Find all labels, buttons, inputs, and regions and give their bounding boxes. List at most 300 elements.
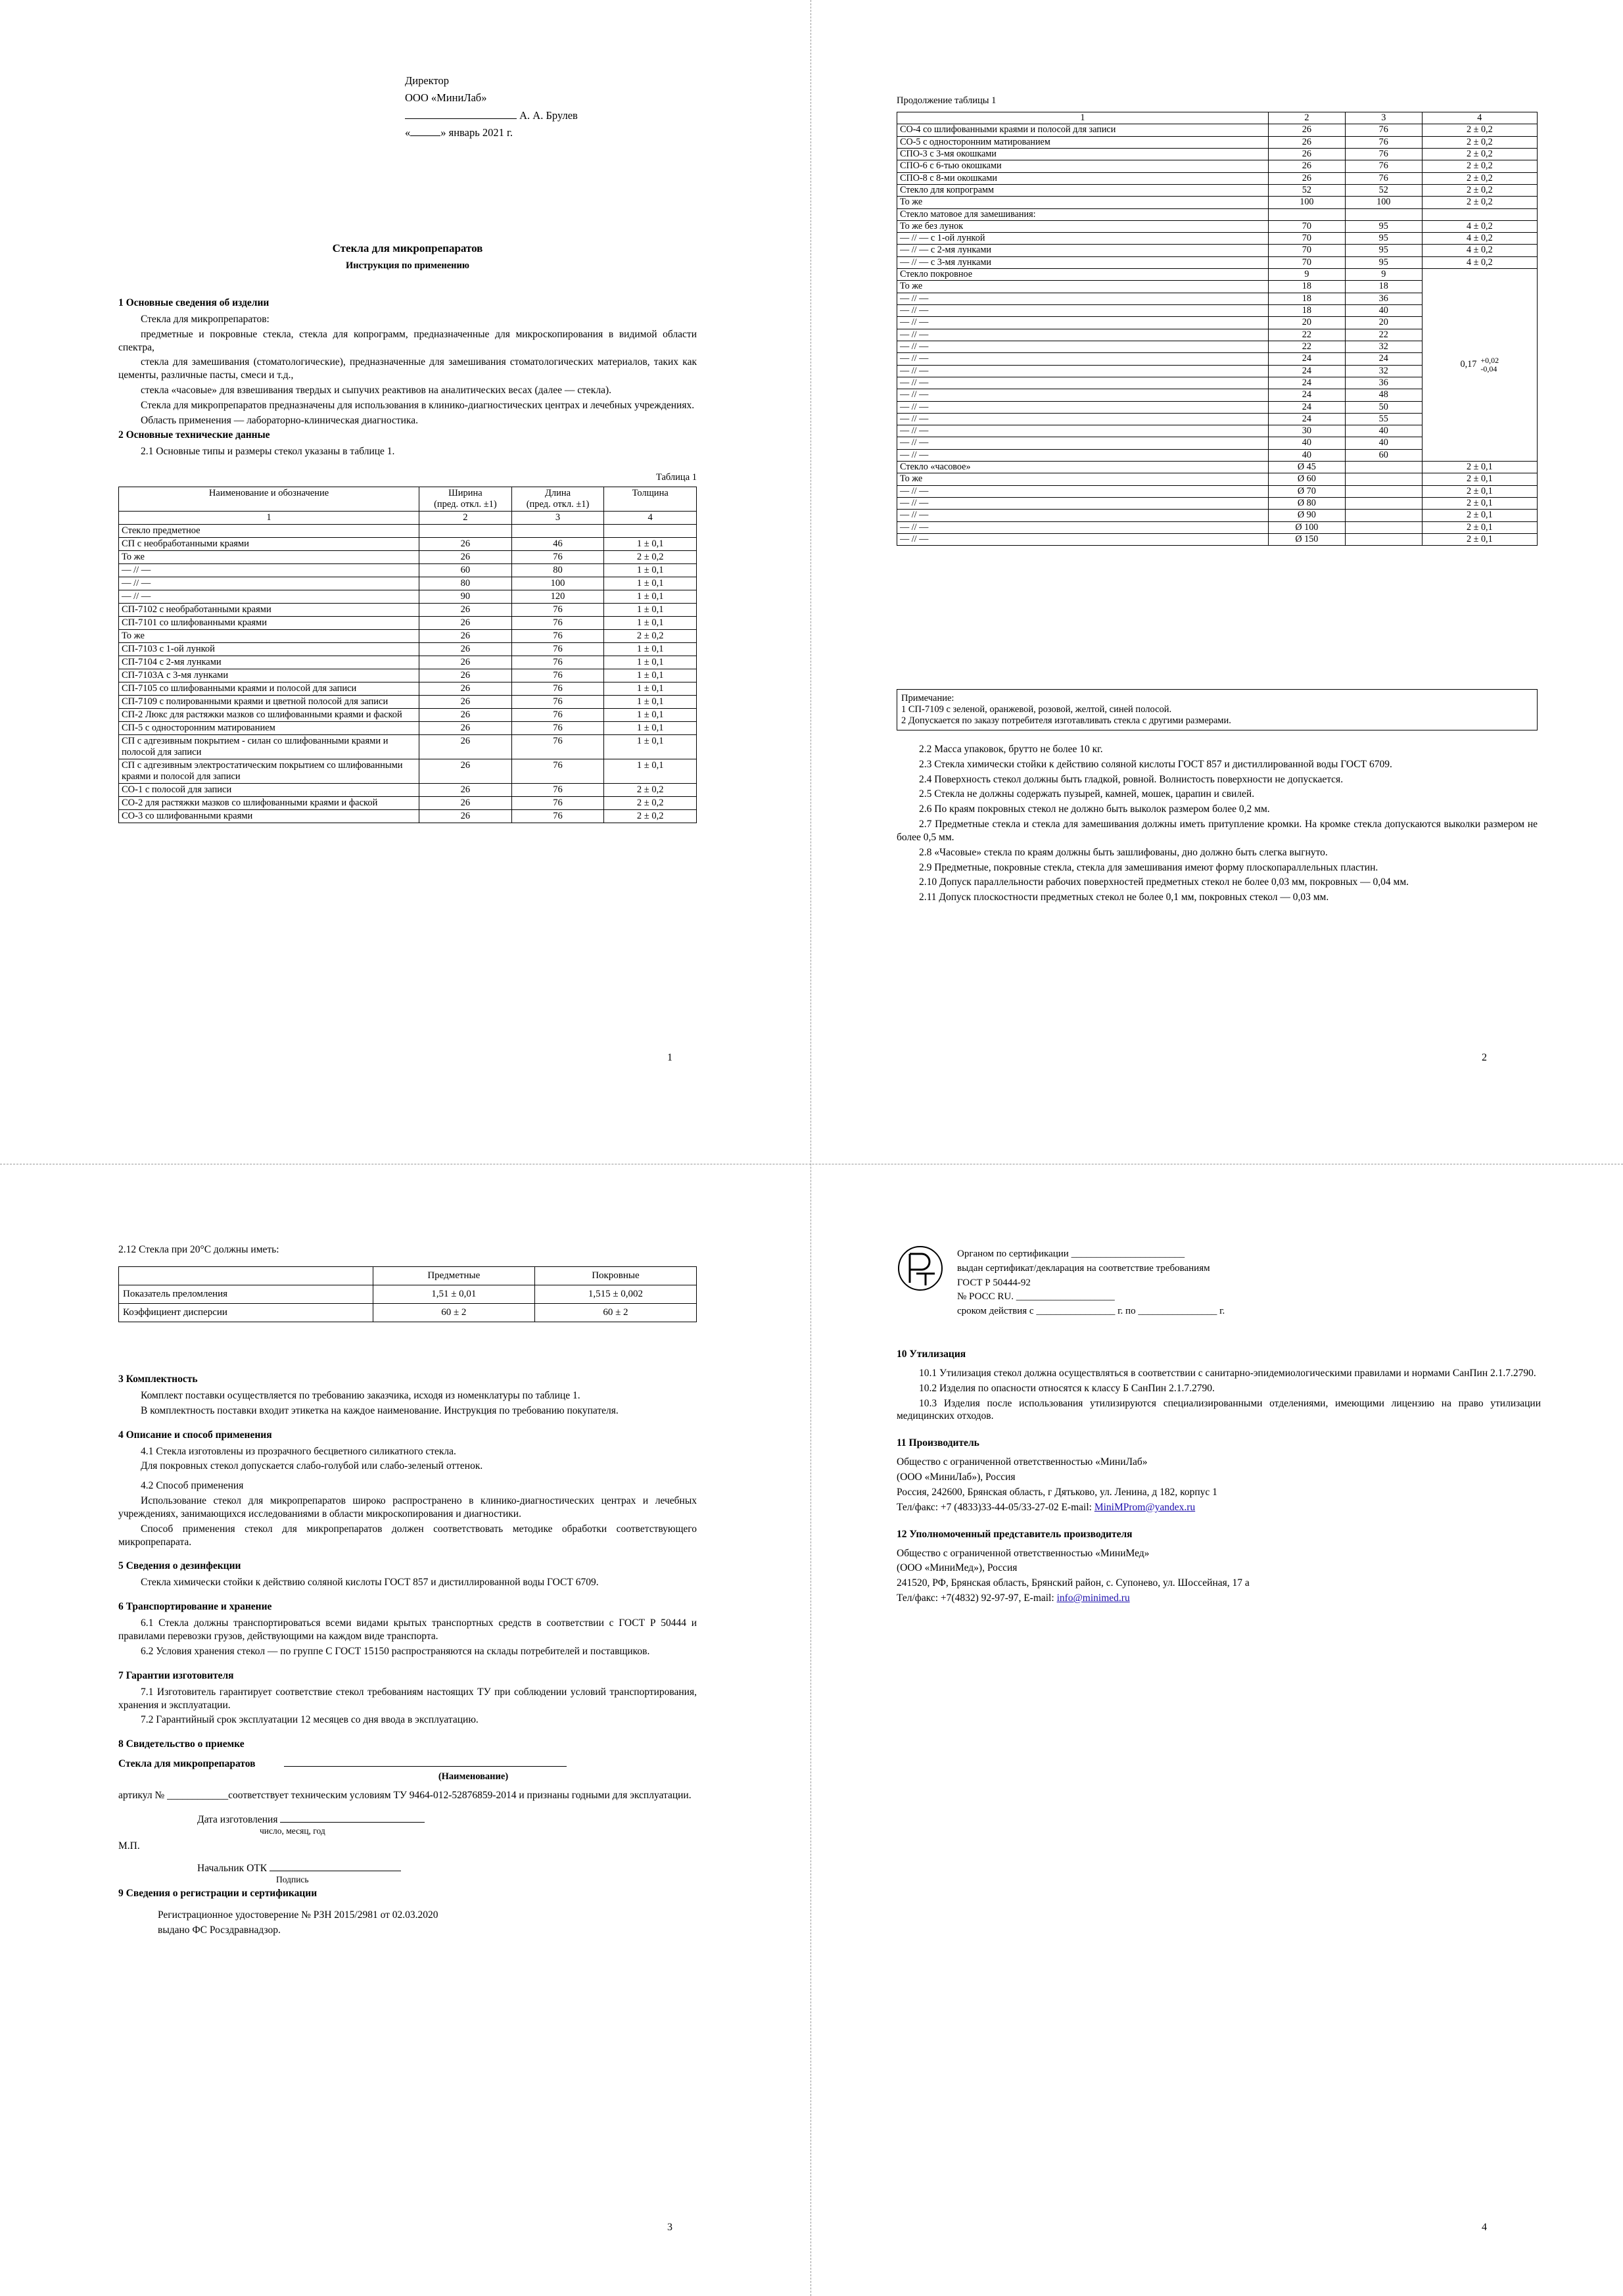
table-row [119, 538, 697, 551]
th-name: Наименование и обозначение [119, 487, 419, 512]
cell-length: 32 [1345, 341, 1422, 352]
cell-value: 80 [419, 577, 512, 590]
cell-value: 76 [511, 617, 604, 630]
cell-name: То же [897, 473, 1269, 485]
cell-name: — // — с 3-мя лунками [897, 256, 1269, 268]
cell-value: 76 [511, 784, 604, 797]
cell-name: СП с адгезивным покрытием - силан со шлифованными краями и полосой для записи [119, 735, 419, 759]
table-row [897, 136, 1538, 148]
cell-value: 76 [511, 759, 604, 784]
section-1-p3: стекла «часовые» для взвешивания твердых и сыпучих реактивов на аналитических весах (далее — стекла). [141, 385, 611, 396]
table-row [897, 208, 1538, 220]
cell-name: — // — [119, 577, 419, 590]
cell-name: СО-1 с полосой для записи [119, 784, 419, 797]
table-2-body [897, 124, 1538, 546]
section-1-heading: 1 Основные сведения об изделии [118, 297, 270, 308]
cell-length: 76 [1345, 172, 1422, 184]
cell-length: 76 [1345, 124, 1422, 136]
table-row [119, 709, 697, 722]
table-row [897, 184, 1538, 196]
cert-line-5: сроком действия с ________________ г. по ________________ г. [957, 1306, 1225, 1316]
cell-thickness: 2 ± 0,1 [1422, 510, 1537, 521]
cell-value: 26 [419, 656, 512, 669]
cell-name: СП-7103А с 3-мя лунками [119, 669, 419, 682]
cell-value: 76 [511, 722, 604, 735]
cell-name: — // — [897, 510, 1269, 521]
cell-value: 76 [511, 604, 604, 617]
representative-short: (ООО «МиниМед»), Россия [897, 1562, 1018, 1574]
p-2-2: 2.2 Масса упаковок, брутто не более 10 кг. [919, 744, 1103, 755]
cell-width: 100 [1268, 197, 1345, 208]
p-2-9: 2.9 Предметные, покровные стекла, стекла для замешивания имеют форму плоскопараллельных пластин. [919, 861, 1378, 873]
cell-name: — // — с 1-ой лункой [897, 233, 1269, 245]
rst-certification-icon-svg [897, 1245, 944, 1292]
page-2 [811, 0, 1623, 1164]
cell-name: СО-2 для растяжки мазков со шлифованными краями и фаской [119, 797, 419, 810]
cell-width: 24 [1268, 353, 1345, 365]
reg-line-1: Регистрационное удостоверение № РЗН 2015/2981 от 02.03.2020 [158, 1909, 438, 1921]
representative-email-link[interactable]: info@minimed.ru [1056, 1592, 1130, 1604]
cell-value: 1 ± 0,1 [604, 564, 697, 577]
cell-value: 1,51 ± 0,01 [373, 1285, 534, 1304]
cell-length [1345, 208, 1422, 220]
cell-value [604, 525, 697, 538]
section-7-heading: 7 Гарантии изготовителя [118, 1669, 234, 1681]
table-row [897, 485, 1538, 497]
cell-value: 76 [511, 669, 604, 682]
cell-length: 36 [1345, 293, 1422, 304]
cell-name: СПО-6 с 6-тью окошками [897, 160, 1269, 172]
cell-value: 90 [419, 590, 512, 604]
p-2-11: 2.11 Допуск плоскостности предметных стекол не более 0,1 мм, покровных стекол — 0,03 мм. [919, 892, 1329, 903]
cell-length: 32 [1345, 365, 1422, 377]
section-7-p0: 7.1 Изготовитель гарантирует соответствие стекол требованиям настоящих ТУ при соблюдении условий транспортирования, хранения и эксплуатации. [118, 1686, 697, 1711]
cell-name: — // — [897, 425, 1269, 437]
cell-name: Стекло предметное [119, 525, 419, 538]
cell-width: 24 [1268, 389, 1345, 401]
cell-name: То же [897, 281, 1269, 293]
table-row [119, 669, 697, 682]
cell-length [1345, 462, 1422, 473]
colnum-3: 3 [1345, 112, 1422, 124]
cert-line-1: Органом по сертификации _______________________ [957, 1249, 1185, 1259]
cell-thickness: 2 ± 0,2 [1422, 124, 1537, 136]
cell-length [1345, 473, 1422, 485]
cell-name: — // — [897, 305, 1269, 317]
cell-thickness [1422, 208, 1537, 220]
cell-name: — // — с 2-мя лунками [897, 245, 1269, 256]
page-title: Стекла для микропрепаратов [332, 242, 483, 254]
cell-value: 26 [419, 538, 512, 551]
cell-name: СП-7102 с необработанными краями [119, 604, 419, 617]
cell-value: 26 [419, 759, 512, 784]
cell-width: 26 [1268, 124, 1345, 136]
cell-width: 24 [1268, 413, 1345, 425]
section-2-p0: 2.1 Основные типы и размеры стекол указаны в таблице 1. [141, 446, 395, 457]
cell-width: 26 [1268, 172, 1345, 184]
table-1-caption-text: Таблица 1 [655, 472, 697, 483]
cell-value: 1 ± 0,1 [604, 669, 697, 682]
cell-value: 26 [419, 735, 512, 759]
cell-value: 26 [419, 669, 512, 682]
th-pokrovnye: Покровные [534, 1267, 696, 1285]
cell-width: 24 [1268, 365, 1345, 377]
cell-name: Стекло для копрограмм [897, 184, 1269, 196]
cell-property: Коэффициент дисперсии [119, 1304, 373, 1322]
acceptance-mp: М.П. [118, 1840, 140, 1852]
cell-value: 26 [419, 643, 512, 656]
cell-value: 76 [511, 810, 604, 823]
colnum-4: 4 [604, 512, 697, 525]
section-1-p0: Стекла для микропрепаратов: [141, 314, 270, 325]
cell-value: 26 [419, 784, 512, 797]
cell-length: 9 [1345, 269, 1422, 281]
cell-value: 76 [511, 735, 604, 759]
cert-line-4: № РОСС RU. ____________________ [957, 1291, 1115, 1303]
cell-length: 22 [1345, 329, 1422, 341]
cell-thickness: 4 ± 0,2 [1422, 233, 1537, 245]
cell-name: — // — [897, 377, 1269, 389]
cell-value: 26 [419, 797, 512, 810]
table-row [897, 220, 1538, 232]
director-name: А. А. Брулев [519, 108, 578, 122]
cell-thickness: 4 ± 0,2 [1422, 245, 1537, 256]
representative-phone: Тел/факс: +7(4832) 92-97-97, E-mail: [897, 1592, 1057, 1604]
table-row [119, 810, 697, 823]
date-line [405, 124, 681, 141]
cell-length: 40 [1345, 425, 1422, 437]
cell-value: 1 ± 0,1 [604, 590, 697, 604]
table-note-box [897, 689, 1538, 730]
cell-name: — // — [897, 521, 1269, 533]
cell-length: 24 [1345, 353, 1422, 365]
section-6-heading: 6 Транспортирование и хранение [118, 1601, 272, 1613]
cell-length: 95 [1345, 233, 1422, 245]
page-1 [0, 0, 811, 1164]
table-row [119, 696, 697, 709]
cell-name: СПО-8 с 8-ми окошками [897, 172, 1269, 184]
cell-length [1345, 521, 1422, 533]
table-row [119, 797, 697, 810]
manufacturer-email-link[interactable]: MiniMProm@yandex.ru [1094, 1501, 1196, 1513]
p-2-6: 2.6 По краям покровных стекол не должно быть выколок размером более 0,2 мм. [919, 803, 1270, 815]
cell-thickness: 2 ± 0,1 [1422, 498, 1537, 510]
table-1-colnum-row [119, 512, 697, 525]
cell-value: 26 [419, 551, 512, 564]
cell-name: То же [119, 551, 419, 564]
cell-name: СП-7101 со шлифованными краями [119, 617, 419, 630]
cell-width: 18 [1268, 281, 1345, 293]
cell-name: СП-7109 с полированными краями и цветной полосой для записи [119, 696, 419, 709]
cell-name: СП с адгезивным электростатическим покрытием со шлифованными краями и полосой для записи [119, 759, 419, 784]
cell-value: 2 ± 0,2 [604, 630, 697, 643]
section-5-heading: 5 Сведения о дезинфекции [118, 1560, 241, 1572]
cell-value: 1 ± 0,1 [604, 709, 697, 722]
section-1-p4: Стекла для микропрепаратов предназначены для использования в клинико-диагностических центрах и лечебных учреждениях. [141, 399, 695, 411]
cell-value: 1 ± 0,1 [604, 722, 697, 735]
cell-width: 20 [1268, 317, 1345, 329]
cell-value: 80 [511, 564, 604, 577]
table-row [119, 604, 697, 617]
table-row [119, 1304, 697, 1322]
page-3 [0, 1164, 811, 2296]
cell-name: — // — [897, 293, 1269, 304]
cell-property: Показатель преломления [119, 1285, 373, 1304]
page-number-4: 4 [1482, 2222, 1487, 2233]
cell-width: 52 [1268, 184, 1345, 196]
cell-value: 120 [511, 590, 604, 604]
cell-length: 20 [1345, 317, 1422, 329]
note-1: 1 СП-7109 с зеленой, оранжевой, розовой, желтой, синей полосой. [901, 704, 1172, 715]
cell-value: 76 [511, 682, 604, 696]
cell-name: — // — [897, 329, 1269, 341]
cell-width: 30 [1268, 425, 1345, 437]
cell-name: СП-5 с односторонним матированием [119, 722, 419, 735]
cell-value: 2 ± 0,2 [604, 797, 697, 810]
cell-width: 18 [1268, 305, 1345, 317]
table-3-body [119, 1285, 697, 1322]
cell-length [1345, 485, 1422, 497]
cell-name: СП-7103 с 1-ой лункой [119, 643, 419, 656]
table-row [119, 564, 697, 577]
section-4-p4: Способ применения стекол для микропрепаратов должен соответствовать методике обработки соответствующего микропрепарата. [118, 1523, 697, 1548]
cell-width: 18 [1268, 293, 1345, 304]
section-1 [118, 297, 697, 429]
section-9-heading: 9 Сведения о регистрации и сертификации [118, 1888, 318, 1900]
table-1-cont-caption [897, 95, 1538, 107]
cell-length [1345, 533, 1422, 545]
cell-width: Ø 60 [1268, 473, 1345, 485]
table-row [119, 525, 697, 538]
cell-name: То же [897, 197, 1269, 208]
cell-name: — // — [119, 590, 419, 604]
section-7-p1: 7.2 Гарантийный срок эксплуатации 12 месяцев со дня ввода в эксплуатацию. [141, 1714, 479, 1726]
cell-width: 40 [1268, 437, 1345, 449]
cell-width: Ø 100 [1268, 521, 1345, 533]
date-quote-open: « [405, 126, 411, 139]
section-8-heading: 8 Свидетельство о приемке [118, 1738, 245, 1750]
acceptance-product: Стекла для микропрепаратов [118, 1758, 256, 1770]
cell-thickness: 4 ± 0,2 [1422, 220, 1537, 232]
section-3-heading: 3 Комплектность [118, 1374, 198, 1385]
page2-paragraphs [897, 743, 1538, 906]
cell-thickness: 2 ± 0,2 [1422, 136, 1537, 148]
manufacturer-name: Общество с ограниченной ответственностью «МиниЛаб» [897, 1456, 1148, 1468]
table-1-header-row [119, 487, 697, 512]
cell-length: 76 [1345, 160, 1422, 172]
table-row [897, 521, 1538, 533]
page-number-3: 3 [667, 2222, 672, 2233]
cell-length: 40 [1345, 305, 1422, 317]
cell-thickness: 2 ± 0,2 [1422, 172, 1537, 184]
section-10-p0: 10.1 Утилизация стекол должна осуществляться в соответствии с санитарно-эпидемиологическими правилами и нормами СанПин 2.1.7.2790. [919, 1368, 1536, 1379]
th-thickness: Толщина [604, 487, 697, 512]
cell-name: — // — [897, 498, 1269, 510]
date-blank-3 [280, 1822, 425, 1823]
colnum-2: 2 [1268, 112, 1345, 124]
acceptance-name-blank [284, 1766, 567, 1767]
cell-name: То же [119, 630, 419, 643]
manufacturer-contacts [897, 1501, 1541, 1514]
table-row [119, 590, 697, 604]
cell-name: СП-2 Люкс для растяжки мазков со шлифованными краями и фаской [119, 709, 419, 722]
table-row [897, 197, 1538, 208]
cell-value: 26 [419, 630, 512, 643]
section-1-p5: Область применения — лабораторно-клиническая диагностика. [141, 414, 418, 426]
cert-line-2: выдан сертификат/декларация на соответствие требованиям [957, 1262, 1210, 1274]
section-2-heading: 2 Основные технические данные [118, 429, 270, 441]
cell-width: 40 [1268, 449, 1345, 461]
section-1-p1: предметные и покровные стекла, стекла для копрограмм, предназначенные для микроскопирования в видимой области спектра, [118, 328, 697, 353]
cell-width: 70 [1268, 220, 1345, 232]
cell-name: — // — [897, 401, 1269, 413]
page4-sections [897, 1349, 1541, 1607]
cell-value: 76 [511, 630, 604, 643]
reg-line-2: выдано ФС Росздравнадзор. [158, 1924, 281, 1936]
table-row [897, 462, 1538, 473]
cell-value: 26 [419, 696, 512, 709]
table-row [897, 124, 1538, 136]
cell-value: 1,515 ± 0,002 [534, 1285, 696, 1304]
cell-width [1268, 208, 1345, 220]
acceptance-date-line [118, 1814, 697, 1826]
cell-name: — // — [897, 449, 1269, 461]
cell-value: 2 ± 0,2 [604, 810, 697, 823]
table-row [897, 160, 1538, 172]
cell-name: — // — [897, 341, 1269, 352]
section-3-p1: В комплектность поставки входит этикетка на каждое наименование. Инструкция по требованию покупателя. [141, 1404, 619, 1416]
table-1-continued [897, 112, 1538, 546]
otk-label: Начальник ОТК [197, 1863, 268, 1875]
cell-value: 60 ± 2 [534, 1304, 696, 1322]
cell-width: 22 [1268, 341, 1345, 352]
cell-value: 76 [511, 696, 604, 709]
section-3-p0: Комплект поставки осуществляется по требованию заказчика, исходя из номенклатуры по таблице 1. [141, 1390, 580, 1401]
table-row [119, 577, 697, 590]
doc-title-block [118, 242, 697, 272]
table-row [897, 233, 1538, 245]
manufacturer-address: Россия, 242600, Брянская область, г Дятьково, ул. Ленина, д 182, корпус 1 [897, 1486, 1217, 1498]
section-5-p0: Стекла химически стойки к действию соляной кислоты ГОСТ 857 и дистиллированной воды ГОСТ 6709. [141, 1577, 599, 1589]
table-row [119, 759, 697, 784]
cell-value: 46 [511, 538, 604, 551]
table-row [897, 533, 1538, 545]
cell-width: 70 [1268, 233, 1345, 245]
table-1 [118, 487, 697, 823]
cell-name: То же без лунок [897, 220, 1269, 232]
cell-width: Ø 45 [1268, 462, 1345, 473]
table-row [897, 172, 1538, 184]
cell-name: СО-4 со шлифованными краями и полосой для записи [897, 124, 1269, 136]
table-row [119, 617, 697, 630]
p-2-8: 2.8 «Часовые» стекла по краям должны быть зашлифованы, дно должно быть слегка выгнуто. [919, 846, 1328, 858]
representative-name: Общество с ограниченной ответственностью «МиниМед» [897, 1547, 1150, 1559]
cell-value: 60 [419, 564, 512, 577]
section-6-p1: 6.2 Условия хранения стекол — по группе С ГОСТ 15150 распространяются на склады потребителей и поставщиков. [141, 1645, 650, 1657]
rst-certification-icon [897, 1245, 944, 1319]
cell-thickness: 2 ± 0,2 [1422, 197, 1537, 208]
cell-length: 76 [1345, 148, 1422, 160]
table-optical-properties [118, 1266, 697, 1322]
cell-value: 76 [511, 709, 604, 722]
cell-length: 95 [1345, 256, 1422, 268]
acceptance-sign-caption: Подпись [276, 1875, 309, 1885]
cell-thickness: 2 ± 0,2 [1422, 160, 1537, 172]
cell-value: 1 ± 0,1 [604, 759, 697, 784]
cell-value: 26 [419, 810, 512, 823]
cell-width: Ø 70 [1268, 485, 1345, 497]
table-row [119, 1285, 697, 1304]
cell-value: 26 [419, 709, 512, 722]
p-2-3: 2.3 Стекла химически стойки к действию соляной кислоты ГОСТ 857 и дистиллированной воды ГОСТ 6709. [919, 758, 1392, 770]
cell-value: 2 ± 0,2 [604, 784, 697, 797]
cell-name: СП с необработанными краями [119, 538, 419, 551]
cell-value: 1 ± 0,1 [604, 735, 697, 759]
table-1-body [119, 525, 697, 823]
cell-thickness: 2 ± 0,1 [1422, 473, 1537, 485]
cell-width: Ø 150 [1268, 533, 1345, 545]
table-row [119, 643, 697, 656]
cell-length: 76 [1345, 136, 1422, 148]
cell-name: СПО-3 с 3-мя окошками [897, 148, 1269, 160]
cell-width: 70 [1268, 256, 1345, 268]
cell-value: 1 ± 0,1 [604, 696, 697, 709]
table-1-caption [118, 472, 697, 483]
cert-line-3: ГОСТ Р 50444-92 [957, 1277, 1031, 1288]
p-2-5: 2.5 Стекла не должны содержать пузырей, камней, мошек, царапин и свилей. [919, 788, 1255, 800]
cell-value: 100 [511, 577, 604, 590]
cell-length: 50 [1345, 401, 1422, 413]
cell-name: Стекло матовое для замешивания: [897, 208, 1269, 220]
section-4-p0: 4.1 Стекла изготовлены из прозрачного бесцветного силикатного стекла. [141, 1445, 456, 1457]
cell-width: 26 [1268, 148, 1345, 160]
cell-value: 76 [511, 551, 604, 564]
cell-name: — // — [897, 413, 1269, 425]
table-row [119, 682, 697, 696]
cell-length: 48 [1345, 389, 1422, 401]
cell-value [419, 525, 512, 538]
director-block [405, 72, 681, 142]
cell-name: — // — [897, 389, 1269, 401]
cell-width: 24 [1268, 377, 1345, 389]
cell-length: 60 [1345, 449, 1422, 461]
signature-blank [405, 109, 517, 119]
table-row [119, 784, 697, 797]
cell-value: 26 [419, 682, 512, 696]
table-row [897, 256, 1538, 268]
section-10-p1: 10.2 Изделия по опасности относятся к классу Б СанПин 2.1.7.2790. [919, 1382, 1215, 1394]
section-11-heading: 11 Производитель [897, 1437, 979, 1449]
section-10-heading: 10 Утилизация [897, 1349, 966, 1360]
acceptance-article-line: артикул № ____________соответствует техническим условиям ТУ 9464-012-52876859-2014 и признаны годными для эксплуатации. [118, 1790, 692, 1802]
cell-value [511, 525, 604, 538]
cell-width: 9 [1268, 269, 1345, 281]
cell-length: 18 [1345, 281, 1422, 293]
th-length: Длина (пред. откл. ±1) [511, 487, 604, 512]
cell-name: — // — [897, 353, 1269, 365]
date-label: Дата изготовления [197, 1814, 278, 1826]
section-6-p0: 6.1 Стекла должны транспортироваться всеми видами крытых транспортных средств в соответствии с ГОСТ Р 50444 и правилами перевозки грузов, действующими на каждом виде транспорта. [118, 1617, 697, 1642]
cell-width: 22 [1268, 329, 1345, 341]
cell-value: 1 ± 0,1 [604, 617, 697, 630]
representative-contacts [897, 1592, 1541, 1605]
table-row [897, 269, 1538, 281]
cell-thickness: 2 ± 0,1 [1422, 521, 1537, 533]
cell-value: 76 [511, 797, 604, 810]
cell-length [1345, 510, 1422, 521]
cell-length [1345, 498, 1422, 510]
p-2-10: 2.10 Допуск параллельности рабочих поверхностей предметных стекол не более 0,03 мм, покровных — 0,04 мм. [919, 876, 1409, 888]
